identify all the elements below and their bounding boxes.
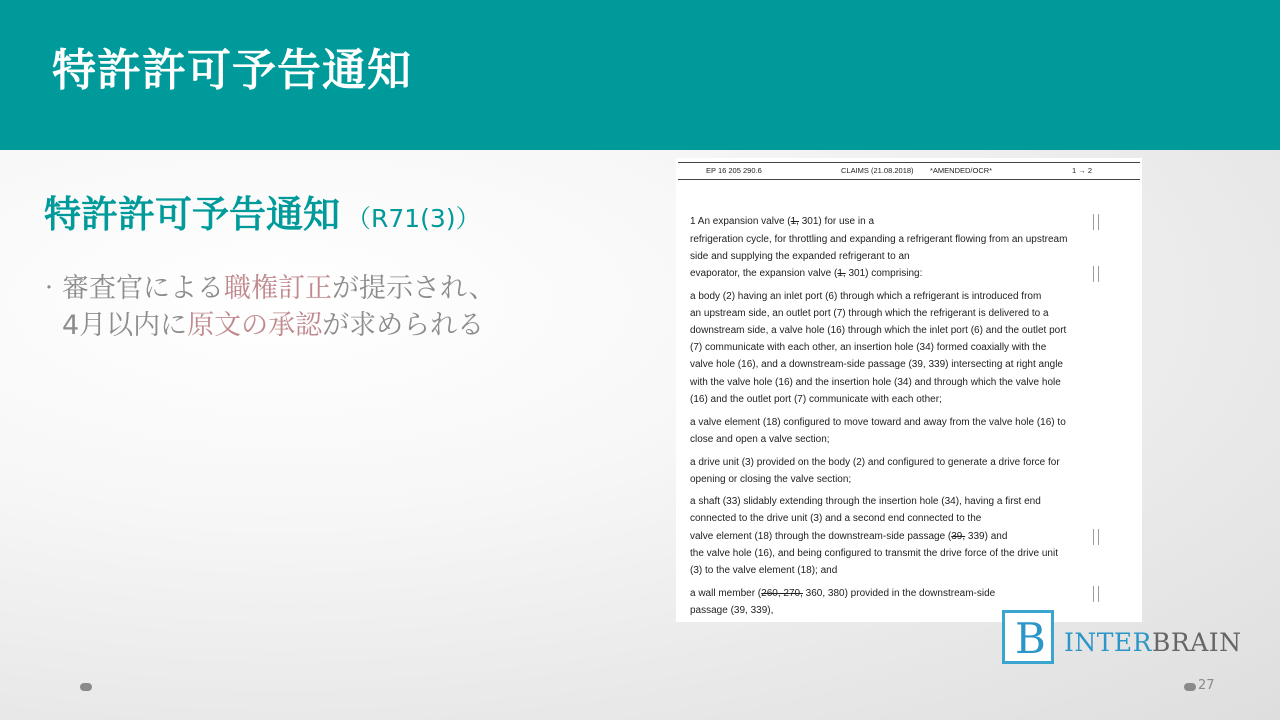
subtitle-main: 特許許可予告通知 bbox=[44, 193, 340, 236]
claim-line: close and open a valve section; bbox=[690, 434, 830, 445]
claim-line: evaporator, the expansion valve (1, 301) comprising: bbox=[690, 268, 923, 279]
bullet-line-1 bbox=[62, 270, 600, 307]
logo-letter: B bbox=[1015, 614, 1046, 663]
amendment-margin-mark bbox=[1093, 586, 1099, 602]
application-number: EP 16 205 290.6 bbox=[706, 166, 762, 175]
bullet-text-1a: 審査官による bbox=[62, 273, 224, 304]
claim-line: a shaft (33) slidably extending through the insertion hole (34), having a first end bbox=[690, 496, 1041, 507]
interbrain-logo bbox=[1002, 610, 1264, 670]
bullet-text-1b: が提示され、 bbox=[332, 273, 496, 304]
bullet-line-2 bbox=[62, 307, 600, 344]
claim-line: (7) communicate with each other, an insertion hole (34) formed coaxially with the bbox=[690, 342, 1047, 353]
claim-line: connected to the drive unit (3) and a second end connected to the bbox=[690, 513, 982, 524]
amendment-margin-mark bbox=[1093, 529, 1099, 545]
bullet-marker: ・ bbox=[40, 278, 58, 299]
claim-line: valve hole (16), and a downstream-side passage (39, 339) intersecting at right angle bbox=[690, 359, 1063, 370]
bullet-text-2a: 4月以内に bbox=[62, 310, 188, 341]
claim-line: passage (39, 339), bbox=[690, 605, 774, 616]
page-title: 特許許可予告通知 bbox=[52, 45, 412, 96]
page-range: 1 → 2 bbox=[1072, 166, 1093, 175]
claim-line: a valve element (18) configured to move toward and away from the valve hole (16) to bbox=[690, 417, 1066, 428]
footer-right-dot bbox=[1184, 683, 1196, 691]
highlight-official-correction: 職権訂正 bbox=[224, 273, 332, 304]
claims-date: CLAIMS (21.08.2018) bbox=[841, 166, 914, 175]
claim-line: a drive unit (3) provided on the body (2) and configured to generate a drive force for bbox=[690, 457, 1060, 468]
highlight-text-approval: 原文の承認 bbox=[187, 310, 323, 341]
bullet-point bbox=[40, 270, 600, 344]
claim-line: a wall member (260, 270, 360, 380) provided in the downstream-side bbox=[690, 588, 996, 599]
logo-emblem bbox=[1002, 610, 1054, 664]
claims-document-image bbox=[676, 158, 1142, 622]
slide-page-number: 27 bbox=[1198, 678, 1215, 693]
claim-line: a body (2) having an inlet port (6) through which a refrigerant is introduced from bbox=[690, 291, 1042, 302]
amendment-margin-mark bbox=[1093, 266, 1099, 282]
amended-status: *AMENDED/OCR* bbox=[930, 166, 993, 175]
claim-line: side and supplying the expanded refrigerant to an bbox=[690, 251, 910, 262]
claim-line: opening or closing the valve section; bbox=[690, 474, 852, 485]
document-header bbox=[678, 162, 1140, 180]
logo-wordmark: INTERBRAIN bbox=[1064, 628, 1242, 657]
title-banner bbox=[0, 0, 1280, 150]
claim-line: refrigeration cycle, for throttling and expanding a refrigerant flowing from an upstream bbox=[690, 234, 1068, 245]
subtitle-rule-reference: （R71(3)） bbox=[346, 204, 481, 233]
claim-line: with the valve hole (16) and the insertion hole (34) and through which the valve hole bbox=[690, 377, 1061, 388]
claim-line: downstream side, a valve hole (16) through which the inlet port (6) and the outlet port bbox=[690, 325, 1067, 336]
claim-line: an upstream side, an outlet port (7) through which the refrigerant is delivered to a bbox=[690, 308, 1049, 319]
claim-line: (16) and the outlet port (7) communicate with each other; bbox=[690, 394, 942, 405]
bullet-text-2b: が求められる bbox=[322, 310, 485, 341]
footer-left-dot bbox=[80, 683, 92, 691]
claim-line: 1 An expansion valve (1, 301) for use in a bbox=[690, 216, 875, 227]
claim-line: (3) to the valve element (18); and bbox=[690, 565, 838, 576]
amendment-margin-mark bbox=[1093, 214, 1099, 230]
slide-subtitle bbox=[44, 184, 481, 238]
claim-line: the valve hole (16), and being configured to transmit the drive force of the drive unit bbox=[690, 548, 1058, 559]
claim-line: valve element (18) through the downstream-side passage (39, 339) and bbox=[690, 531, 1008, 542]
